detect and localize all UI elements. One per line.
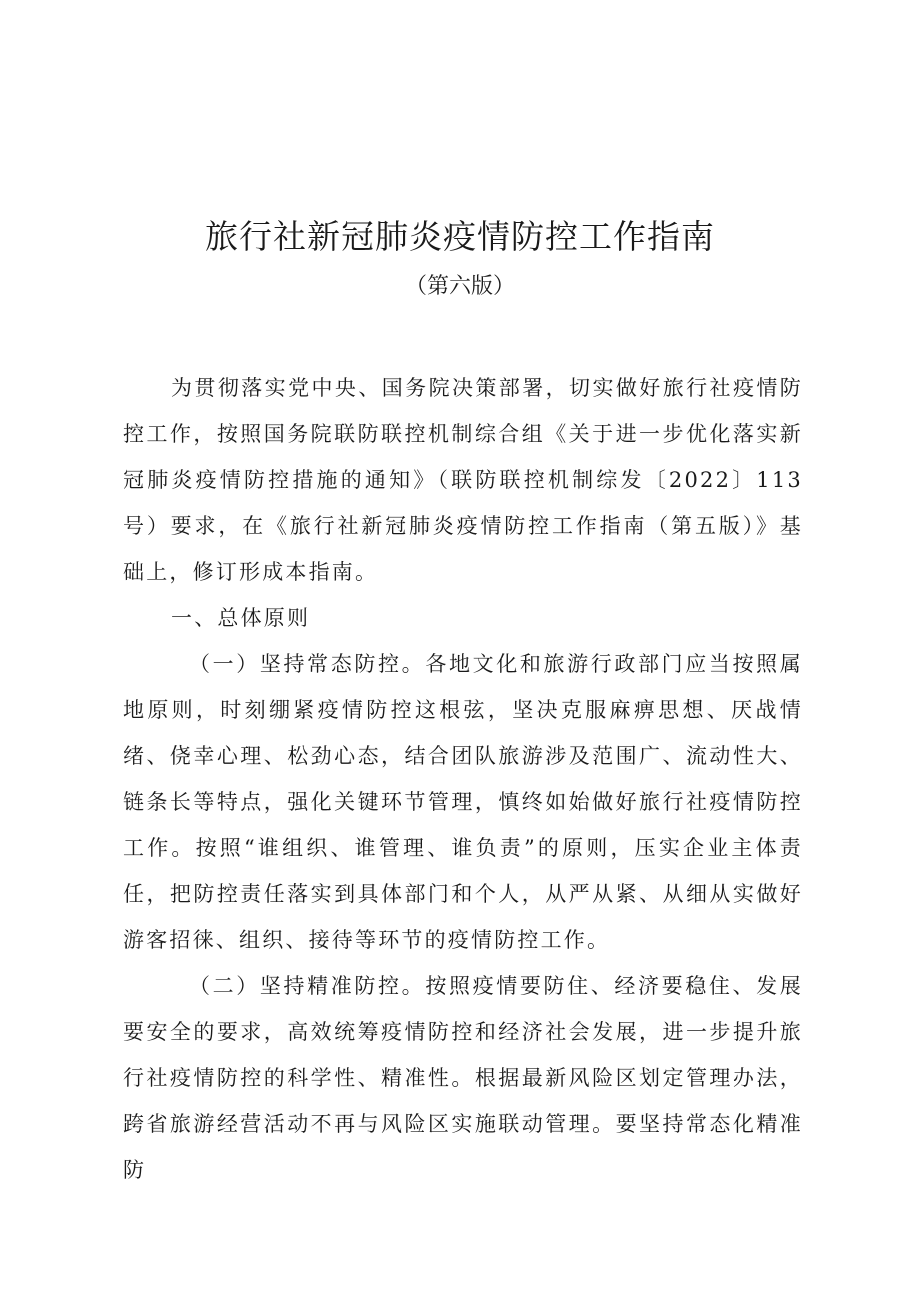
document-body — [123, 365, 803, 1193]
intro-paragraph: 为贯彻落实党中央、国务院决策部署，切实做好旅行社疫情防控工作，按照国务院联防联控机制综合组《关于进一步优化落实新冠肺炎疫情防控措施的通知》（联防联控机制综发〔2022〕113号）要求，在《旅行社新冠肺炎疫情防控工作指南（第五版）》基础上，修订形成本指南。 — [123, 376, 803, 584]
document-title: 旅行社新冠肺炎疫情防控工作指南 — [205, 217, 715, 256]
document-subtitle: （第六版） — [404, 274, 515, 299]
section-heading: 一、总体原则 — [171, 606, 311, 630]
principle-paragraph-1: （一）坚持常态防控。各地文化和旅游行政部门应当按照属地原则，时刻绷紧疫情防控这根弦，坚决克服麻痹思想、厌战情绪、侥幸心理、松劲心态，结合团队旅游涉及范围广、流动性大、链条长等特点，强化关键环节管理，慎终如始做好旅行社疫情防控工作。按照“谁组织、谁管理、谁负责”的原则，压实企业主体责任，把防控责任落实到具体部门和个人，从严从紧、从细从实做好游客招徕、组织、接待等环节的疫情防控工作。 — [123, 652, 803, 952]
principle-paragraph-2: （二）坚持精准防控。按照疫情要防住、经济要稳住、发展要安全的要求，高效统筹疫情防控和经济社会发展，进一步提升旅行社疫情防控的科学性、精准性。根据最新风险区划定管理办法，跨省旅游经营活动不再与风险区实施联动管理。要坚持常态化精准防 — [123, 974, 803, 1182]
